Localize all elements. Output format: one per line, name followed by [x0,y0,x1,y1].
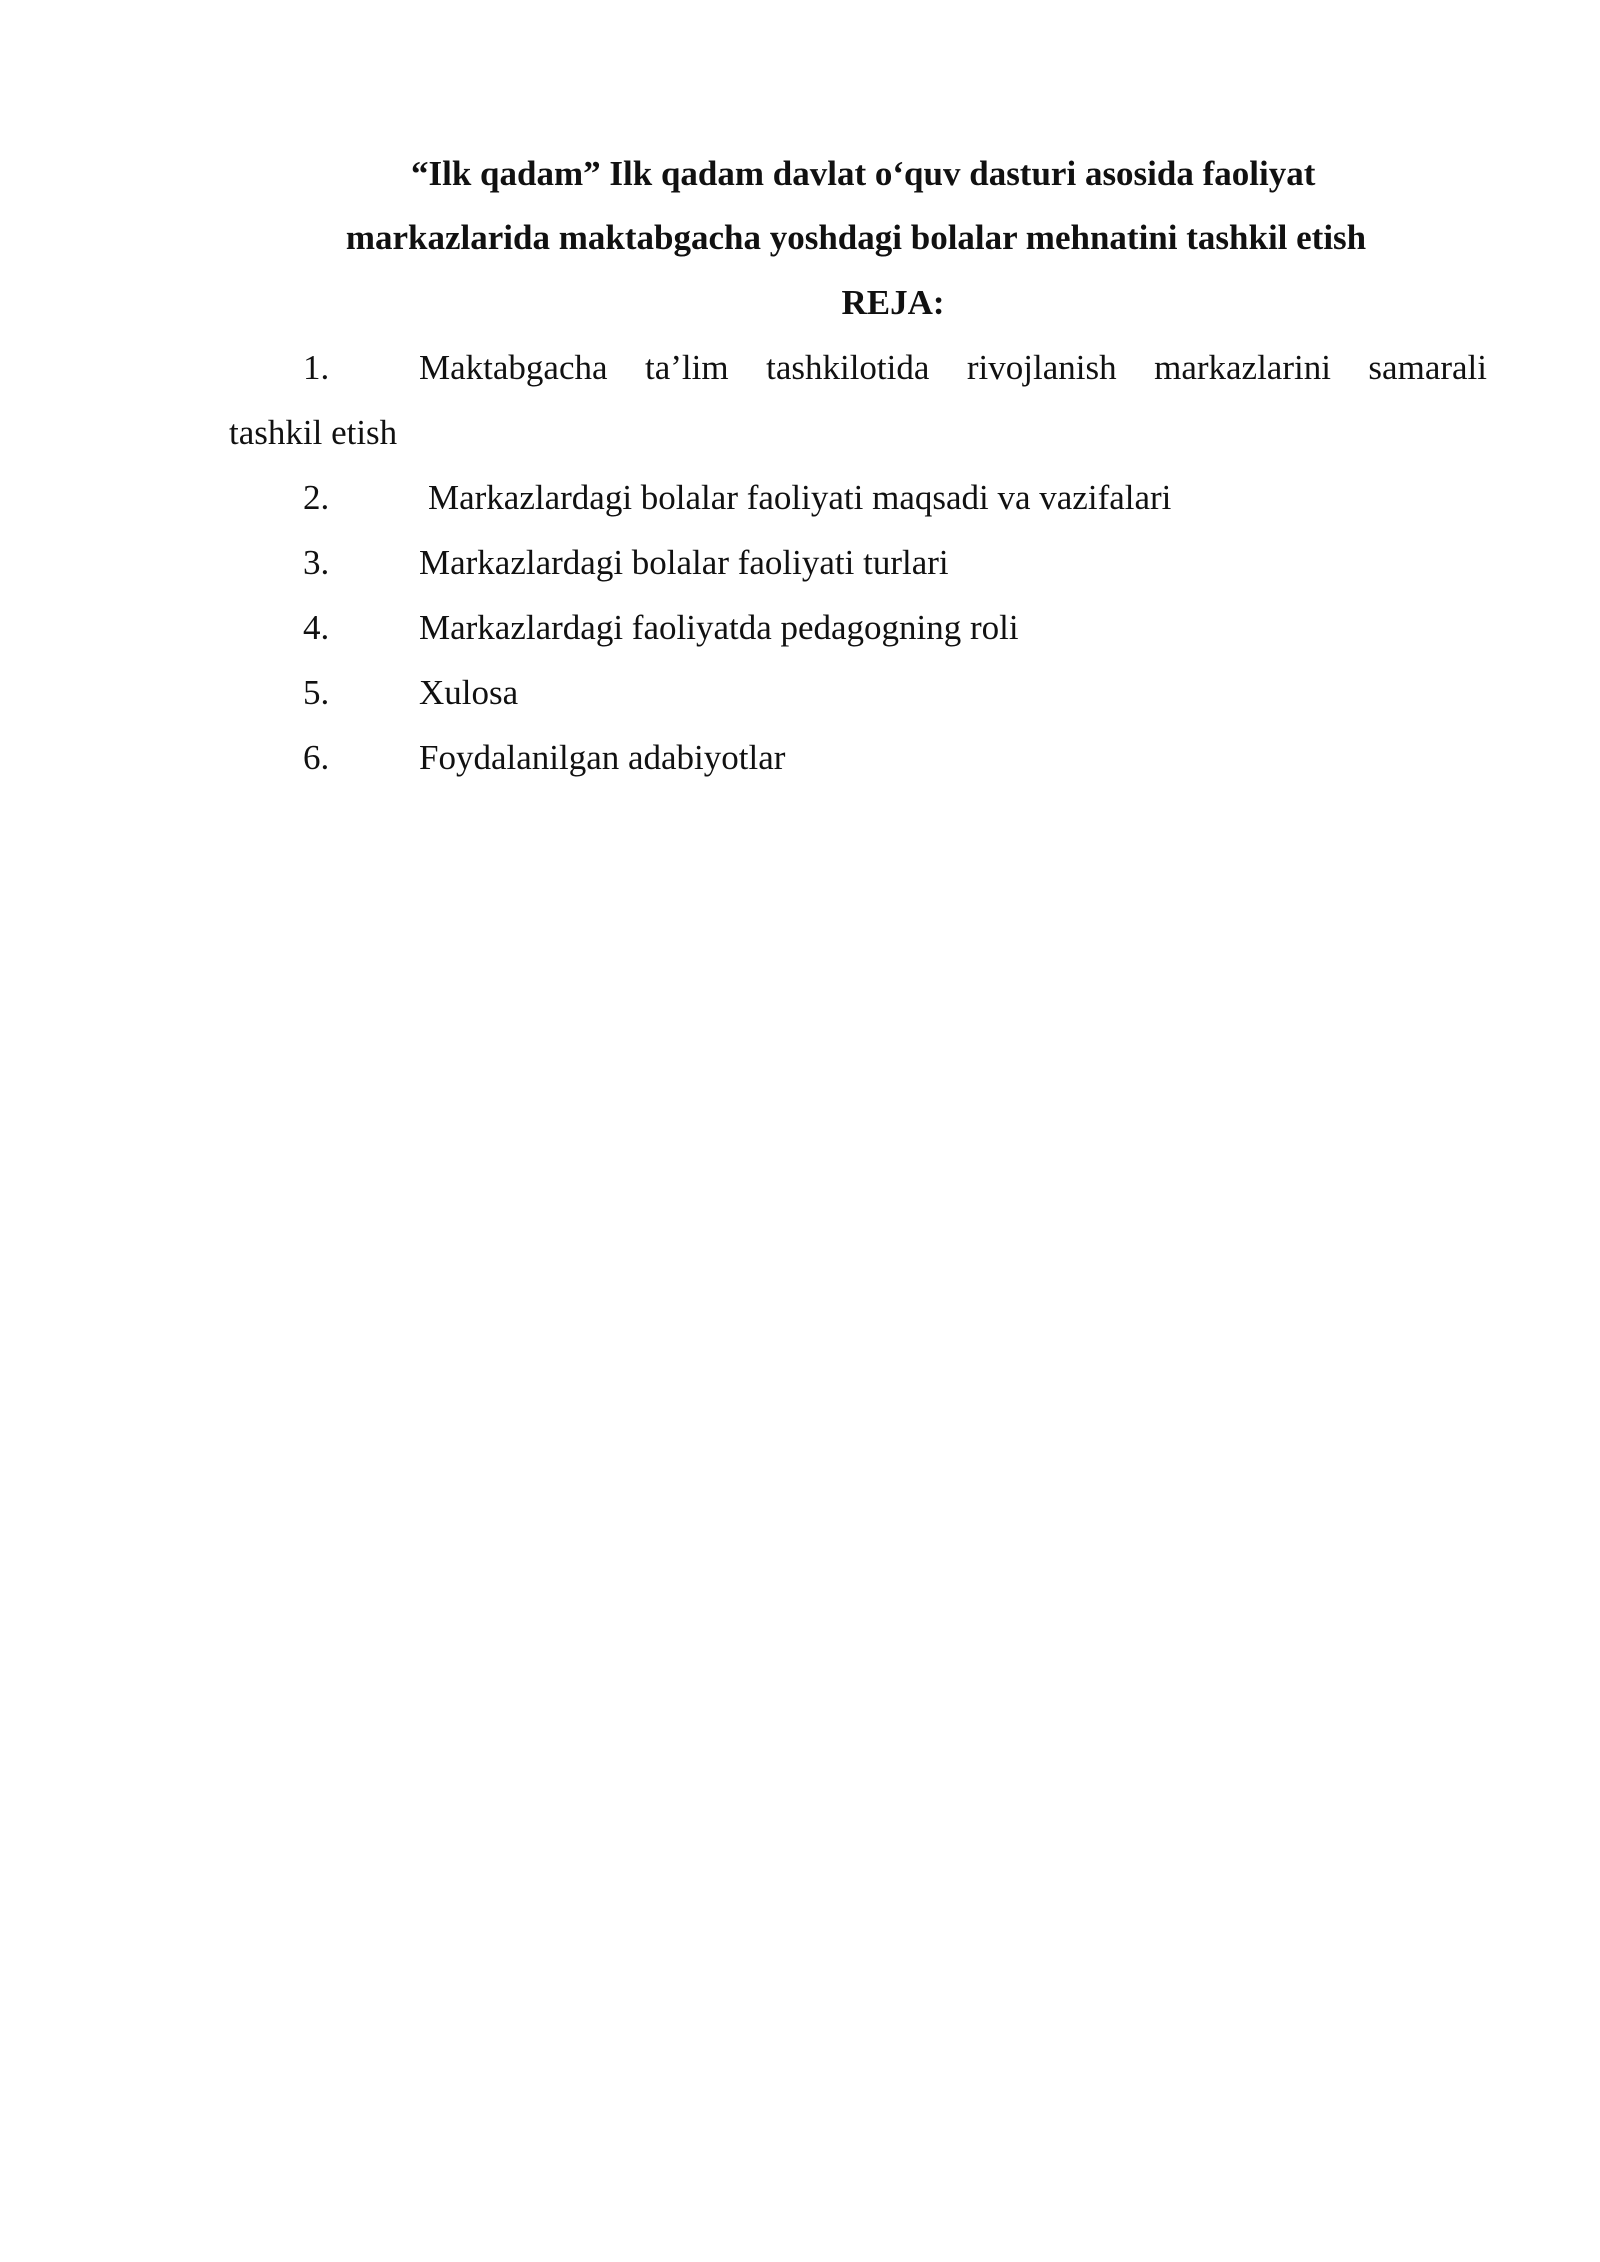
plan-item-text: Foydalanilgan adabiyotlar [419,738,786,777]
plan-item-3 [0,541,1600,585]
plan-item-text: Xulosa [419,673,519,712]
plan-item-text: Markazlardagi bolalar faoliyati maqsadi va vazifalari [428,478,1172,517]
plan-item-number: 3. [303,543,330,582]
document-title-line-2: markazlarida maktabgacha yoshdagi bolalar mehnatini tashkil etish [345,218,1367,257]
plan-item-text: Markazlardagi bolalar faoliyati turlari [419,543,949,582]
plan-item-number: 5. [303,673,330,712]
plan-item-2 [0,476,1600,520]
plan-item-number: 6. [303,738,330,777]
document-title-line-1: “Ilk qadam” Ilk qadam davlat o‘quv dasturi asosida faoliyat [411,154,1316,193]
plan-item-1 [0,346,1600,390]
plan-item-4 [0,606,1600,650]
plan-heading: REJA: [841,283,945,322]
plan-item-5 [0,671,1600,715]
plan-item-text: Markazlardagi faoliyatda pedagogning roli [419,608,1019,647]
plan-item-text: Maktabgacha ta’lim tashkilotida rivojlanish markazlarini samarali [419,348,1487,387]
plan-item-number: 4. [303,608,330,647]
plan-item-number: 1. [303,348,330,387]
plan-item-number: 2. [303,478,330,517]
plan-item-6 [0,736,1600,780]
plan-item-1-continuation: tashkil etish [229,413,398,452]
